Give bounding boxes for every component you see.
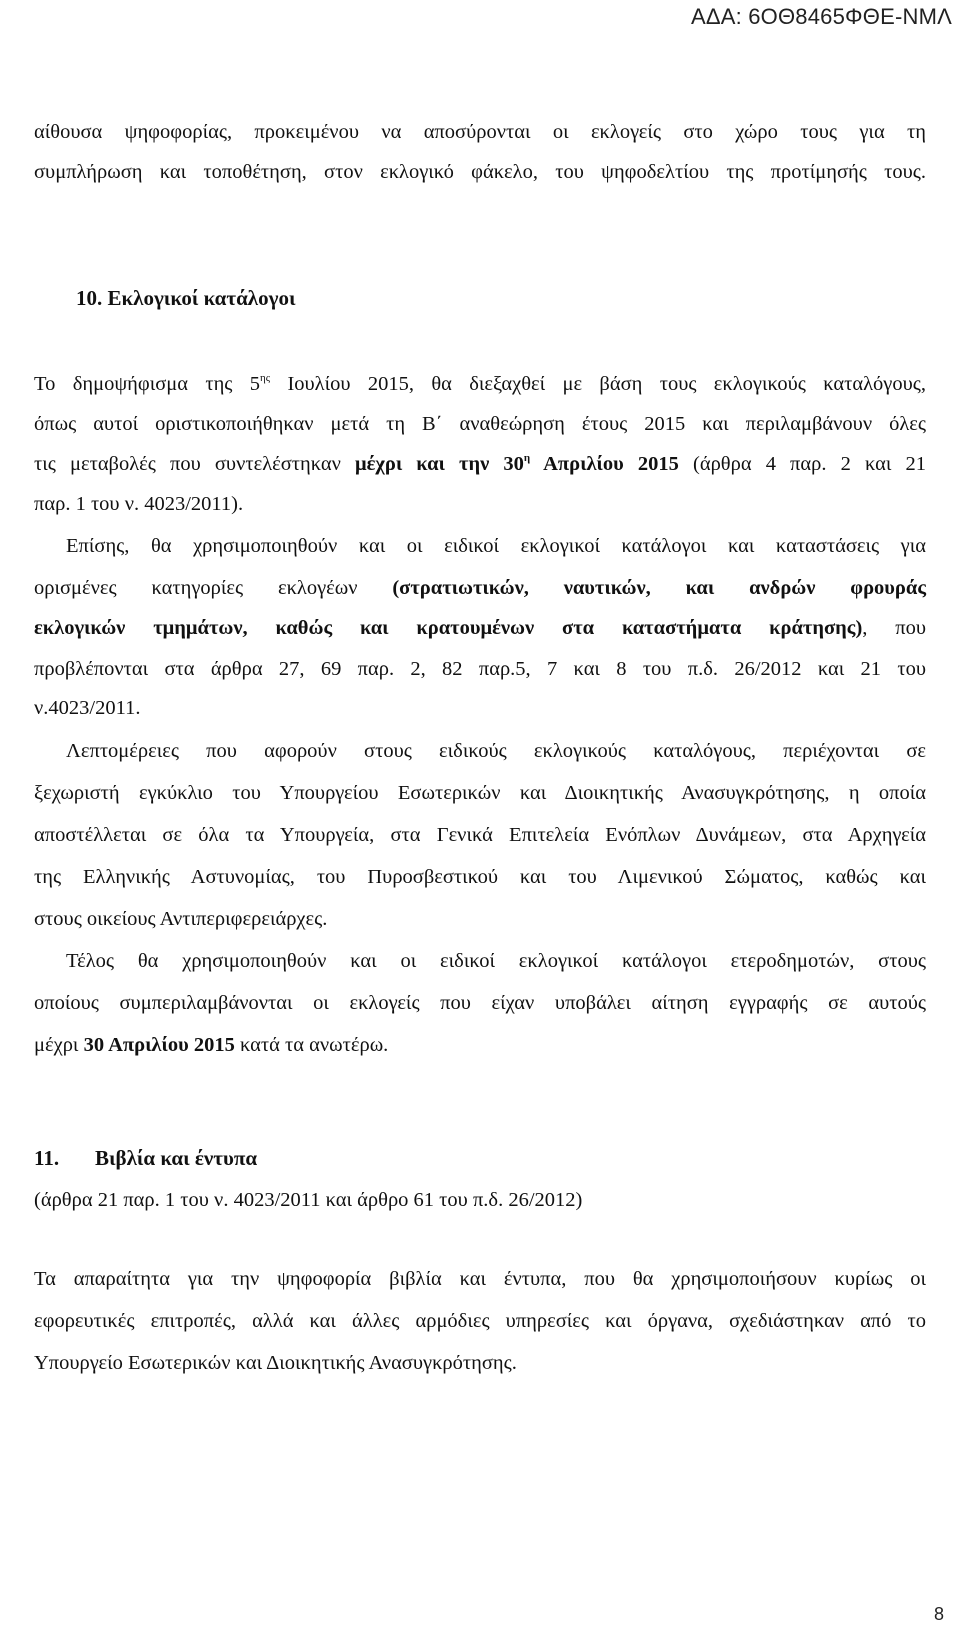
paragraph-line: Επίσης, θα χρησιμοποιηθούν και οι ειδικοί εκλογικοί κατάλογοι και καταστάσεις για — [66, 535, 926, 557]
page-number: 8 — [933, 1604, 944, 1624]
paragraph-line: προβλέπονται στα άρθρα 27, 69 παρ. 2, 82 παρ.5, 7 και 8 του π.δ. 26/2012 και 21 του — [34, 658, 926, 680]
paragraph-line: μέχρι 30 Απριλίου 2015 κατά τα ανωτέρω. — [34, 1034, 389, 1056]
paragraph-line: Το δημοψήφισμα της $5^{\eta\varsigma}$ Ιουλίου 2015, θα διεξαχθεί με βάση τους εκλογικούς καταλόγους, — [34, 372, 926, 395]
ada-code: ΑΔΑ: 6ΟΘ8465ΦΘΕ-ΝΜΛ — [690, 4, 952, 29]
section-10-heading: 10. Εκλογικοί κατάλογοι — [76, 286, 296, 310]
section-11-number: 11. — [34, 1146, 60, 1170]
paragraph-line: ορισμένες κατηγορίες εκλογέων (στρατιωτικών, ναυτικών, και ανδρών φρουράς — [34, 577, 926, 599]
paragraph-line: αποστέλλεται σε όλα τα Υπουργεία, στα Γενικά Επιτελεία Ενόπλων Δυνάμεων, στα Αρχηγεία — [34, 824, 926, 846]
paragraph-line: Τέλος θα χρησιμοποιηθούν και οι ειδικοί εκλογικοί κατάλογοι ετεροδημοτών, στους — [66, 950, 926, 972]
paragraph-line: ν.4023/2011. — [34, 697, 141, 719]
paragraph-line: στους οικείους Αντιπεριφερειάρχες. — [34, 908, 328, 930]
paragraph-line: Υπουργείο Εσωτερικών και Διοικητικής Ανασυγκρότησης. — [34, 1352, 517, 1374]
paragraph-line: της Ελληνικής Αστυνομίας, του Πυροσβεστικού και του Λιμενικού Σώματος, καθώς και — [34, 866, 926, 888]
paragraph-line: οποίους συμπεριλαμβάνονται οι εκλογείς που είχαν υποβάλει αίτηση εγγραφής σε αυτούς — [34, 992, 926, 1014]
paragraph-line: Λεπτομέρειες που αφορούν στους ειδικούς εκλογικούς καταλόγους, περιέχονται σε — [66, 740, 926, 762]
section-11-reference: (άρθρα 21 παρ. 1 του ν. 4023/2011 και άρθρο 61 του π.δ. 26/2012) — [34, 1189, 583, 1211]
paragraph-line: παρ. 1 του ν. 4023/2011). — [34, 493, 244, 515]
paragraph-line: ξεχωριστή εγκύκλιο του Υπουργείου Εσωτερικών και Διοικητικής Ανασυγκρότησης, η οποία — [34, 782, 926, 804]
intro-line-2: συμπλήρωση και τοποθέτηση, στον εκλογικό φάκελο, του ψηφοδελτίου της προτίμησής τους. — [34, 161, 926, 183]
paragraph-line: όπως αυτοί οριστικοποιήθηκαν μετά τη Β΄ αναθεώρηση έτους 2015 και περιλαμβάνουν όλες — [34, 413, 926, 435]
intro-line-1: αίθουσα ψηφοφορίας, προκειμένου να αποσύρονται οι εκλογείς στο χώρο τους για τη — [34, 121, 926, 143]
paragraph-line: Τα απαραίτητα για την ψηφοφορία βιβλία και έντυπα, που θα χρησιμοποιήσουν κυρίως οι — [34, 1268, 926, 1290]
paragraph-line: τις μεταβολές που συντελέστηκαν μέχρι και την $30^\eta$ Απριλίου 2015 (άρθρα 4 παρ. 2 και 21 — [34, 452, 926, 475]
paragraph-line: εκλογικών τμημάτων, καθώς και κρατουμένων στα καταστήματα κράτησης), που — [34, 617, 927, 639]
paragraph-line: εφορευτικές επιτροπές, αλλά και άλλες αρμόδιες υπηρεσίες και όργανα, σχεδιάστηκαν από το — [34, 1310, 926, 1332]
section-11-title: Βιβλία και έντυπα — [95, 1146, 258, 1170]
